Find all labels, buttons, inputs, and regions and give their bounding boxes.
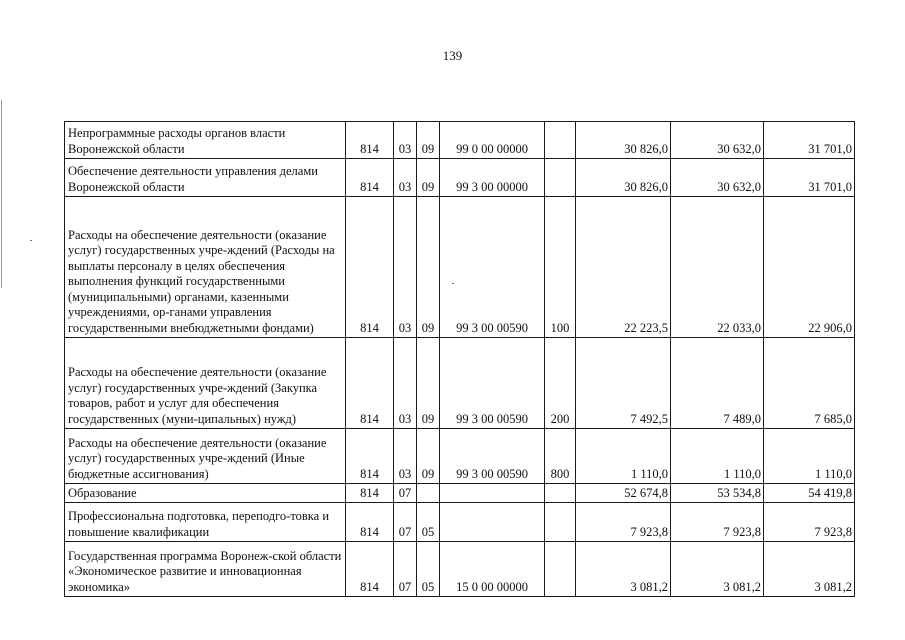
amount-year-1: 30 826,0 xyxy=(576,122,671,159)
table-row xyxy=(65,122,855,159)
amount-year-1: 7 923,8 xyxy=(576,503,671,542)
expense-name: Государственная программа Воронеж-ской области «Экономическое развитие и инновационная экономика» xyxy=(65,542,346,597)
amount-year-2: 22 033,0 xyxy=(671,197,764,338)
target-article-code: 99 3 00 00000 xyxy=(440,159,545,197)
section-code: 03 xyxy=(394,122,417,159)
scan-edge-mark xyxy=(1,100,2,288)
subsection-code: 05 xyxy=(417,503,440,542)
grbs-code: 814 xyxy=(346,338,394,429)
target-article-code: 99 3 00 00590 xyxy=(440,197,545,338)
table-row xyxy=(65,484,855,503)
table-row xyxy=(65,159,855,197)
expense-name: Расходы на обеспечение деятельности (оказание услуг) государственных учре-ждений (Иные бюджетные ассигнования) xyxy=(65,429,346,484)
expense-name: Образование xyxy=(65,484,346,503)
section-code: 03 xyxy=(394,338,417,429)
expense-name: Расходы на обеспечение деятельности (оказание услуг) государственных учре-ждений (Закупка товаров, работ и услуг для обеспечения государственных (муни-ципальных) нужд) xyxy=(65,338,346,429)
amount-year-3: 22 906,0 xyxy=(764,197,855,338)
expense-type-code: 800 xyxy=(545,429,576,484)
table-row xyxy=(65,338,855,429)
expense-name: Непрограммные расходы органов власти Воронежской области xyxy=(65,122,346,159)
table-row xyxy=(65,503,855,542)
target-article-code: 99 3 00 00590 xyxy=(440,338,545,429)
amount-year-3: 31 701,0 xyxy=(764,159,855,197)
amount-year-3: 54 419,8 xyxy=(764,484,855,503)
amount-year-2: 30 632,0 xyxy=(671,122,764,159)
grbs-code: 814 xyxy=(346,542,394,597)
subsection-code: 09 xyxy=(417,197,440,338)
table-row xyxy=(65,429,855,484)
expense-type-code xyxy=(545,542,576,597)
amount-year-1: 22 223,5 xyxy=(576,197,671,338)
amount-year-2: 7 923,8 xyxy=(671,503,764,542)
table-row xyxy=(65,197,855,338)
grbs-code: 814 xyxy=(346,503,394,542)
target-article-code: 99 3 00 00590 xyxy=(440,429,545,484)
subsection-code xyxy=(417,484,440,503)
amount-year-1: 7 492,5 xyxy=(576,338,671,429)
grbs-code: 814 xyxy=(346,429,394,484)
expense-type-code: 100 xyxy=(545,197,576,338)
scan-speck xyxy=(30,240,32,241)
amount-year-2: 53 534,8 xyxy=(671,484,764,503)
expense-name: Расходы на обеспечение деятельности (оказание услуг) государственных учре-ждений (Расходы на выплаты персоналу в целях обеспечения выполнения функций государственными (муниципальными) органами, казенными учреждениями, ор-ганами управления государственными внебюджетными фондами) xyxy=(65,197,346,338)
target-article-code: 15 0 00 00000 xyxy=(440,542,545,597)
amount-year-2: 30 632,0 xyxy=(671,159,764,197)
subsection-code: 09 xyxy=(417,338,440,429)
amount-year-3: 31 701,0 xyxy=(764,122,855,159)
grbs-code: 814 xyxy=(346,159,394,197)
amount-year-3: 1 110,0 xyxy=(764,429,855,484)
amount-year-1: 3 081,2 xyxy=(576,542,671,597)
section-code: 07 xyxy=(394,503,417,542)
expense-type-code xyxy=(545,484,576,503)
expense-type-code xyxy=(545,159,576,197)
page-number: 139 xyxy=(442,48,463,63)
amount-year-1: 52 674,8 xyxy=(576,484,671,503)
grbs-code: 814 xyxy=(346,122,394,159)
expense-type-code xyxy=(545,503,576,542)
expense-name: Обеспечение деятельности управления делами Воронежской области xyxy=(65,159,346,197)
amount-year-1: 30 826,0 xyxy=(576,159,671,197)
target-article-code: 99 0 00 00000 xyxy=(440,122,545,159)
expense-type-code xyxy=(545,122,576,159)
section-code: 03 xyxy=(394,159,417,197)
amount-year-1: 1 110,0 xyxy=(576,429,671,484)
target-article-code xyxy=(440,503,545,542)
grbs-code: 814 xyxy=(346,484,394,503)
expense-type-code: 200 xyxy=(545,338,576,429)
budget-table xyxy=(64,121,855,597)
target-article-code xyxy=(440,484,545,503)
section-code: 07 xyxy=(394,542,417,597)
subsection-code: 09 xyxy=(417,159,440,197)
amount-year-3: 3 081,2 xyxy=(764,542,855,597)
amount-year-2: 1 110,0 xyxy=(671,429,764,484)
expense-name: Профессиональна подготовка, переподго-товка и повышение квалификации xyxy=(65,503,346,542)
subsection-code: 09 xyxy=(417,122,440,159)
amount-year-2: 7 489,0 xyxy=(671,338,764,429)
grbs-code: 814 xyxy=(346,197,394,338)
amount-year-3: 7 685,0 xyxy=(764,338,855,429)
subsection-code: 05 xyxy=(417,542,440,597)
section-code: 03 xyxy=(394,429,417,484)
section-code: 07 xyxy=(394,484,417,503)
section-code: 03 xyxy=(394,197,417,338)
amount-year-3: 7 923,8 xyxy=(764,503,855,542)
table-row xyxy=(65,542,855,597)
amount-year-2: 3 081,2 xyxy=(671,542,764,597)
subsection-code: 09 xyxy=(417,429,440,484)
